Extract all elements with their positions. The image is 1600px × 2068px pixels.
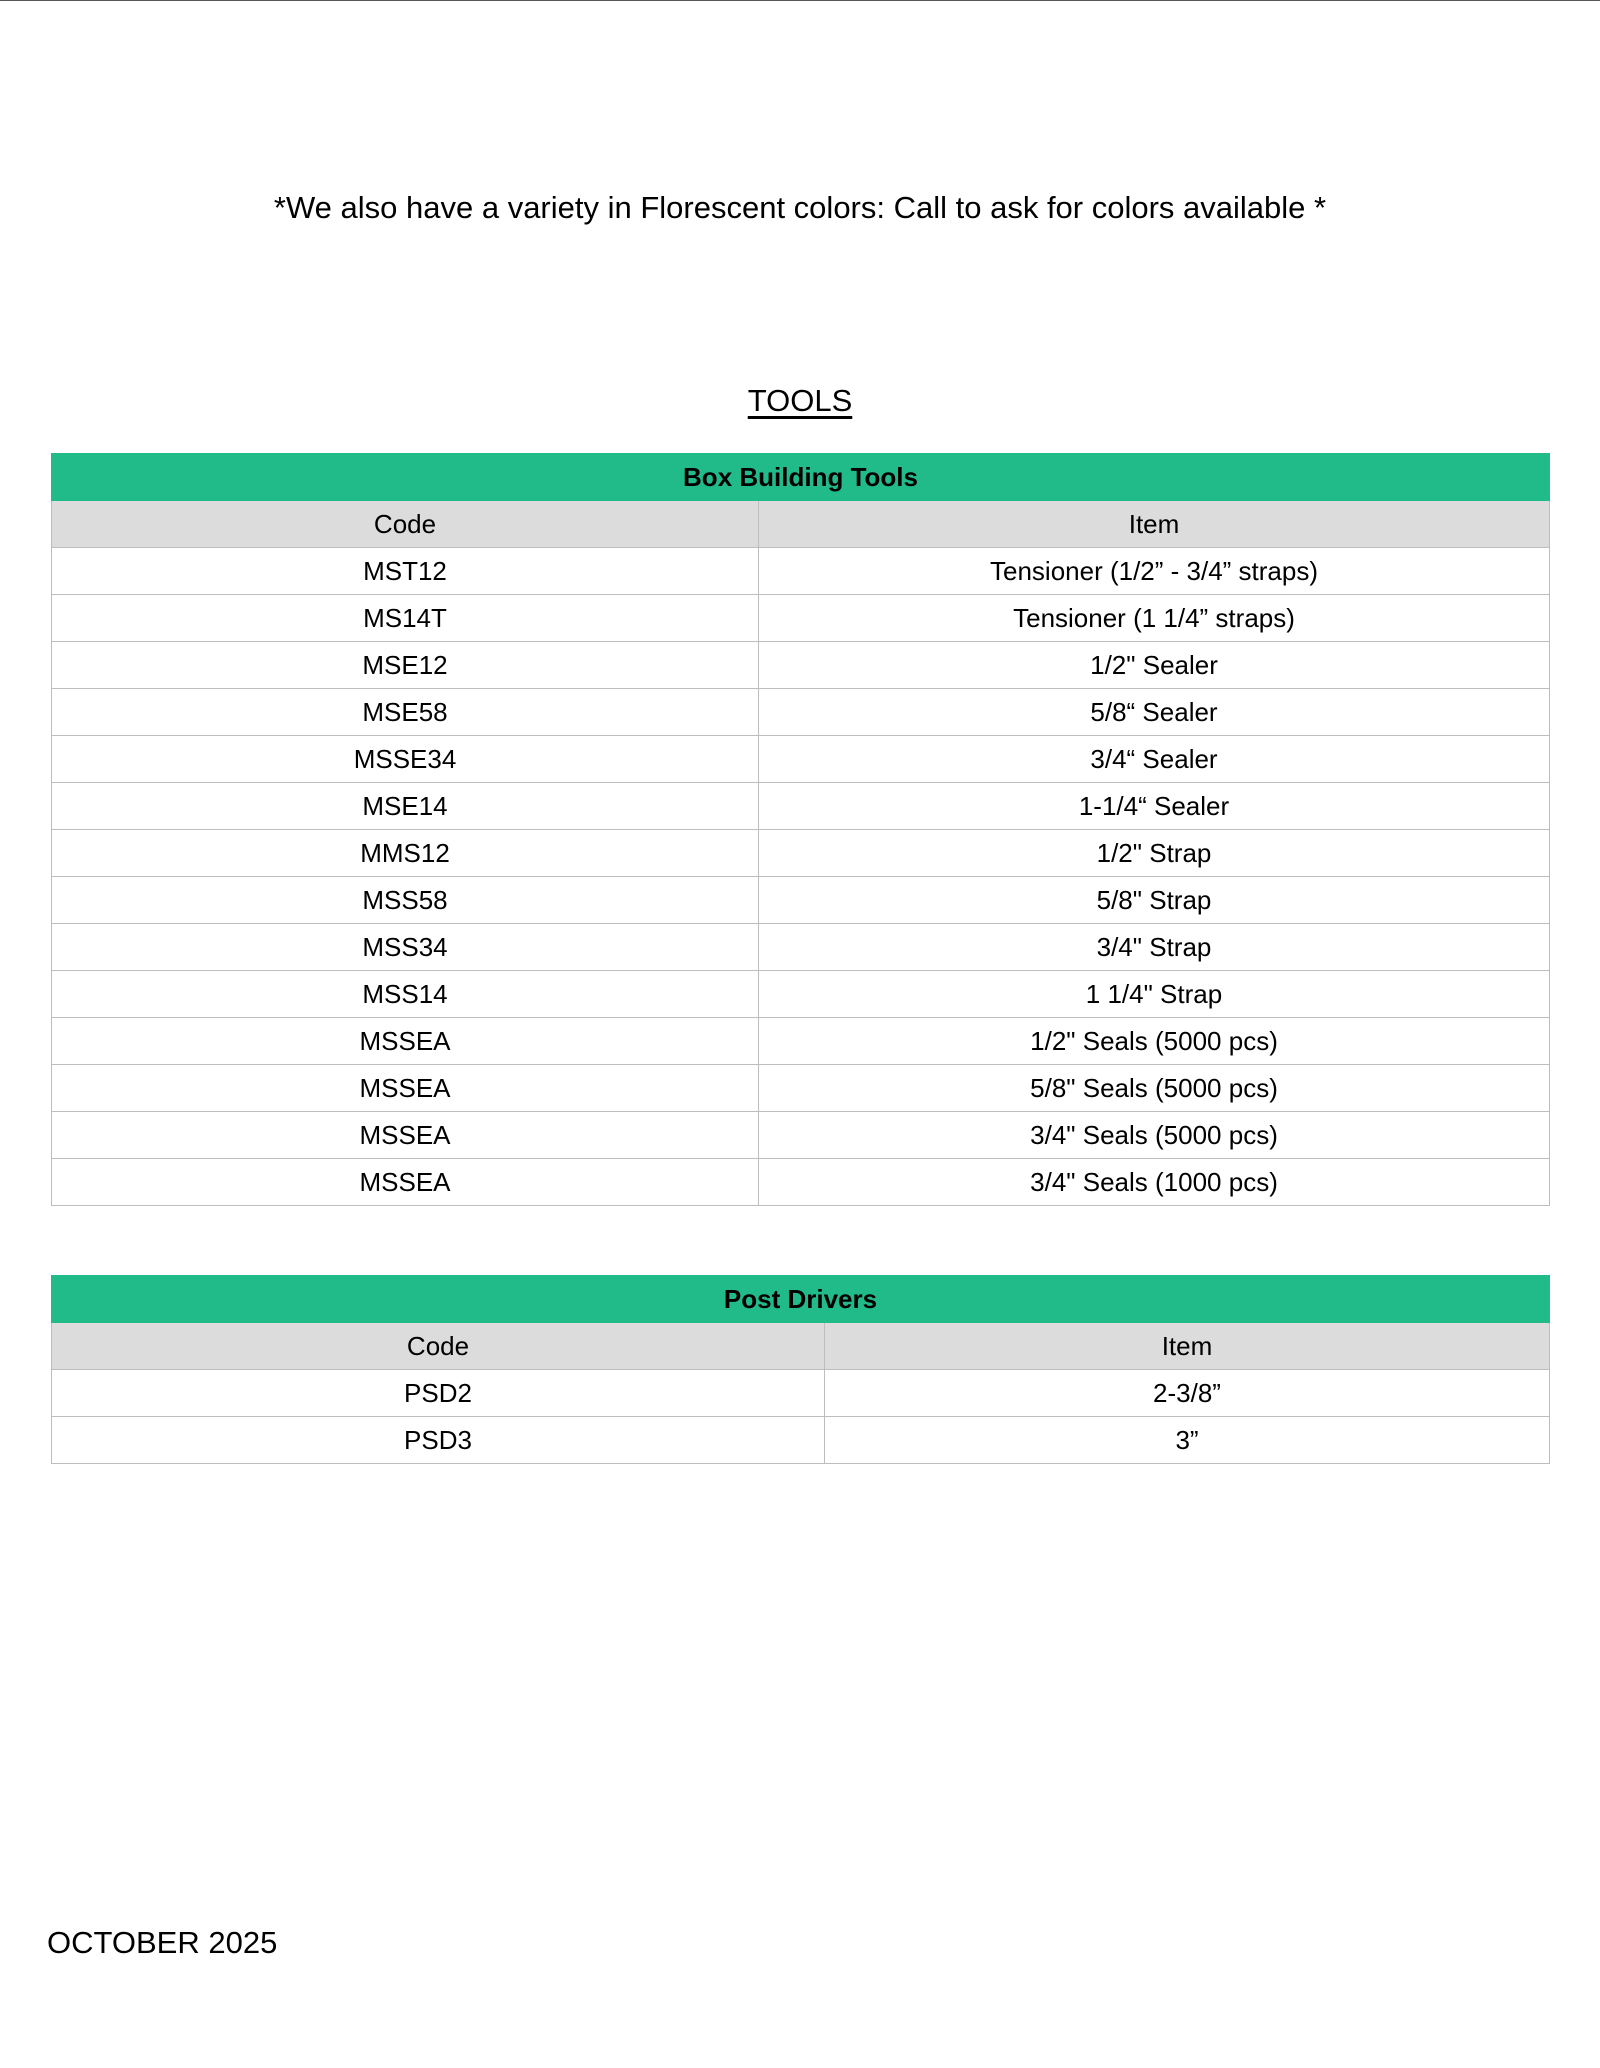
table-row xyxy=(52,924,1550,971)
code-cell: MMS12 xyxy=(52,830,759,877)
table-row xyxy=(52,971,1550,1018)
item-cell: 1 1/4" Strap xyxy=(759,971,1550,1018)
code-cell: PSD3 xyxy=(52,1417,825,1464)
section-title: TOOLS xyxy=(747,383,853,418)
code-cell: MSE12 xyxy=(52,642,759,689)
code-cell: PSD2 xyxy=(52,1370,825,1417)
code-cell: MSS34 xyxy=(52,924,759,971)
item-cell: Tensioner (1/2” - 3/4” straps) xyxy=(759,548,1550,595)
code-cell: MSSEA xyxy=(52,1112,759,1159)
table-row xyxy=(52,1112,1550,1159)
table-row xyxy=(52,1370,1550,1417)
item-cell: Tensioner (1 1/4” straps) xyxy=(759,595,1550,642)
item-cell: 3” xyxy=(825,1417,1550,1464)
table-row xyxy=(52,642,1550,689)
code-cell: MSSEA xyxy=(52,1065,759,1112)
table-row xyxy=(52,783,1550,830)
table-row xyxy=(52,1159,1550,1206)
code-cell: MSSEA xyxy=(52,1018,759,1065)
table-row xyxy=(52,689,1550,736)
code-cell: MSE14 xyxy=(52,783,759,830)
column-header-code: Code xyxy=(52,501,759,548)
item-cell: 2-3/8” xyxy=(825,1370,1550,1417)
item-cell: 1-1/4“ Sealer xyxy=(759,783,1550,830)
item-cell: 3/4“ Sealer xyxy=(759,736,1550,783)
table-row xyxy=(52,1018,1550,1065)
top-rule xyxy=(0,0,1600,1)
fluorescent-colors-note: *We also have a variety in Florescent colors: Call to ask for colors available * xyxy=(273,190,1327,225)
item-cell: 1/2" Strap xyxy=(759,830,1550,877)
table-title: Post Drivers xyxy=(52,1276,1550,1323)
table-row xyxy=(52,548,1550,595)
table-row xyxy=(52,830,1550,877)
column-header-item: Item xyxy=(759,501,1550,548)
table-row xyxy=(52,595,1550,642)
item-cell: 1/2" Sealer xyxy=(759,642,1550,689)
column-header-code: Code xyxy=(52,1323,825,1370)
code-cell: MS14T xyxy=(52,595,759,642)
code-cell: MSSE34 xyxy=(52,736,759,783)
table-row xyxy=(52,1065,1550,1112)
table-header-row xyxy=(52,501,1550,548)
table-title: Box Building Tools xyxy=(52,454,1550,501)
box-building-tools-table xyxy=(51,453,1550,1206)
column-header-item: Item xyxy=(825,1323,1550,1370)
table-body xyxy=(52,1370,1550,1464)
item-cell: 3/4" Strap xyxy=(759,924,1550,971)
code-cell: MSSEA xyxy=(52,1159,759,1206)
table-body xyxy=(52,548,1550,1206)
table-header-row xyxy=(52,1323,1550,1370)
item-cell: 5/8“ Sealer xyxy=(759,689,1550,736)
item-cell: 5/8" Seals (5000 pcs) xyxy=(759,1065,1550,1112)
item-cell: 5/8" Strap xyxy=(759,877,1550,924)
code-cell: MST12 xyxy=(52,548,759,595)
code-cell: MSS58 xyxy=(52,877,759,924)
table-row xyxy=(52,1417,1550,1464)
code-cell: MSS14 xyxy=(52,971,759,1018)
item-cell: 3/4" Seals (1000 pcs) xyxy=(759,1159,1550,1206)
item-cell: 3/4" Seals (5000 pcs) xyxy=(759,1112,1550,1159)
table-row xyxy=(52,736,1550,783)
footer-date: OCTOBER 2025 xyxy=(47,1925,278,1960)
table-title-row xyxy=(52,454,1550,501)
code-cell: MSE58 xyxy=(52,689,759,736)
post-drivers-table xyxy=(51,1275,1550,1464)
table-row xyxy=(52,877,1550,924)
table-title-row xyxy=(52,1276,1550,1323)
item-cell: 1/2" Seals (5000 pcs) xyxy=(759,1018,1550,1065)
